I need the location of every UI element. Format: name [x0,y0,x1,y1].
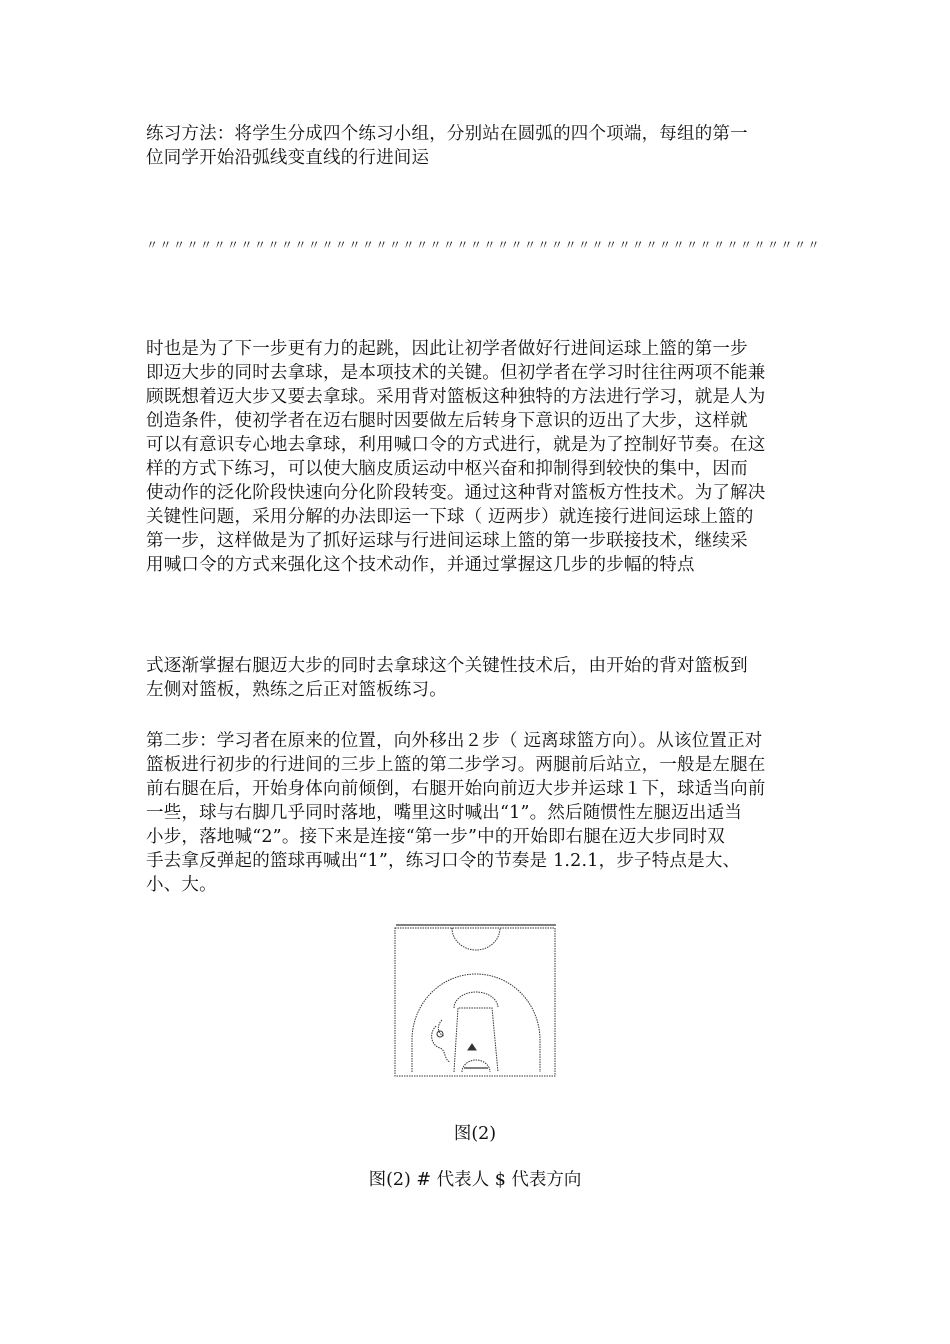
text-line: 位同学开始沿弧线变直线的行进间运 [146,148,430,168]
paragraph-progression [146,654,806,702]
text-line: 式逐渐掌握右腿迈大步的同时去拿球这个关键性技术后，由开始的背对篮板到 [146,656,748,676]
free-throw-circle [454,992,498,1008]
text-line: 即迈大步的同时去拿球，是本项技术的关键。但初学者在学习时往往两项不能兼 [146,363,766,383]
text-line: 顾既想着迈大步又要去拿球。采用背对篮板这种独特的方法进行学习，就是人为 [146,387,766,407]
top-center-arc [452,928,500,950]
text-line: 小、大。 [146,875,217,895]
figure-caption: 图(2) [453,1124,497,1144]
free-throw-lane [454,1008,498,1072]
basketball-court-diagram [392,922,560,1078]
text-line: 练习方法：将学生分成四个练习小组，分别站在圆弧的四个项端，每组的第一 [146,124,748,144]
text-line: 可以有意识专心地去拿球，利用喊口令的方式进行，就是为了控制好节奏。在这 [146,435,766,455]
text-line: 一些，球与右脚几乎同时落地，嘴里这时喊出“1”。然后随惯性左腿迈出适当 [146,803,743,823]
direction-arrow-icon [468,1044,476,1050]
player-marker-icon [437,1031,443,1037]
text-line: 前右腿在后，开始身体向前倾倒，右腿开始向前迈大步并运球１下，球适当向前 [146,779,766,799]
paragraph-key-technique [146,337,806,577]
court-boundary [395,928,555,1076]
text-line: 左侧对篮板，熟练之后正对篮板练习。 [146,680,447,700]
text-line: 时也是为了下一步更有力的起跳，因此让初学者做好行进间运球上篮的第一步 [146,339,748,359]
text-line: 样的方式下练习，可以使大脑皮质运动中枢兴奋和抑制得到较快的集中，因而 [146,459,748,479]
paragraph-step-two [146,729,806,897]
paragraph-practice-method [146,122,806,170]
text-line: 小步，落地喊“2”。接下来是连接“第一步”中的开始即右腿在迈大步同时双 [146,827,725,847]
text-line: 使动作的泛化阶段快速向分化阶段转变。通过这种背对篮板方性技术。为了解决 [146,483,766,503]
restricted-arc [462,1060,490,1072]
court-svg [392,922,560,1078]
text-line: 第一步，这样做是为了抓好运球与行进间运球上篮的第一步联接技术，继续采 [146,531,748,551]
ditto-marks-row: 〃〃〃〃〃〃〃〃〃〃〃〃〃〃〃〃〃〃〃〃〃〃〃〃〃〃〃〃〃〃〃〃〃〃〃〃〃〃〃〃〃〃〃〃〃〃〃〃〃〃 [146,238,822,252]
text-line: 第二步：学习者在原来的位置，向外移出２步（ 远离球篮方向）。从该位置正对 [146,731,763,751]
text-line: 篮板进行初步的行进间的三步上篮的第二步学习。两腿前后站立，一般是左腿在 [146,755,766,775]
text-line: 手去拿反弹起的篮球再喊出“1”，练习口令的节奏是 1.2.1，步子特点是大、 [146,851,741,871]
text-line: 用喊口令的方式来强化这个技术动作，并通过掌握这几步的步幅的特点 [146,555,695,575]
three-point-arc [412,974,540,1072]
text-line: 关键性问题，采用分解的办法即运一下球（ 迈两步）就连接行进间运球上篮的 [146,507,754,527]
text-line: 创造条件，使初学者在迈右腿时因要做左后转身下意识的迈出了大步，这样就 [146,411,748,431]
figure-legend: 图(2) # 代表人 $ 代表方向 [368,1170,582,1190]
